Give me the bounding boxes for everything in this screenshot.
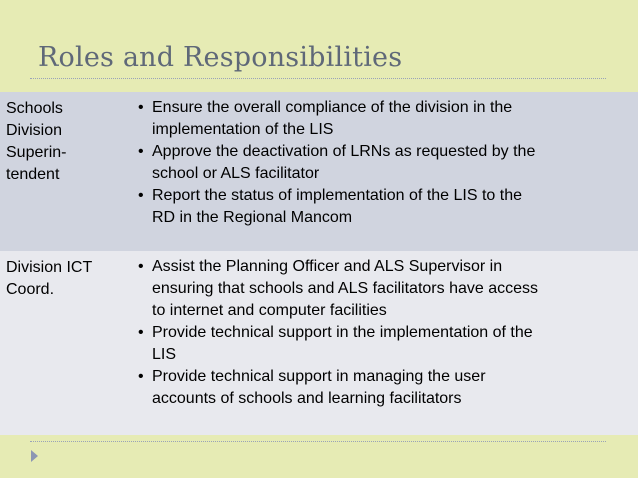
list-item (138, 322, 628, 366)
role-line: Schools (6, 100, 63, 117)
item-line: Approve the deactivation of LRNs as requested by the (152, 143, 536, 160)
role-line: Division ICT (6, 259, 93, 276)
table-row (0, 92, 638, 251)
responsibilities-list (138, 251, 628, 410)
responsibilities-list (138, 92, 628, 229)
play-arrow-icon (31, 450, 38, 462)
bullet-icon: • (138, 368, 144, 385)
role-line: tendent (6, 166, 60, 183)
list-item (138, 185, 628, 229)
slide-title: Roles and Responsibilities (38, 42, 403, 73)
item-line: RD in the Regional Mancom (152, 209, 353, 226)
item-line: Report the status of implementation of the LIS to the (152, 187, 522, 204)
bullet-icon: • (138, 187, 144, 204)
list-item (138, 256, 628, 322)
role-cell (0, 251, 116, 435)
role-cell (0, 92, 116, 251)
roles-table (0, 92, 638, 435)
item-line: school or ALS facilitator (152, 165, 320, 182)
item-line: to internet and computer facilities (152, 302, 387, 319)
list-item (138, 97, 628, 141)
role-line: Coord. (6, 281, 55, 298)
item-line: Provide technical support in the implementation of the (152, 324, 533, 341)
bullet-icon: • (138, 258, 144, 275)
item-line: accounts of schools and learning facilitators (152, 390, 462, 407)
list-item (138, 141, 628, 185)
item-line: Provide technical support in managing the user (152, 368, 486, 385)
bullet-icon: • (138, 143, 144, 160)
role-line: Superin- (6, 144, 67, 161)
title-divider (30, 78, 606, 79)
item-line: Ensure the overall compliance of the division in the (152, 99, 513, 116)
table-row (0, 251, 638, 435)
role-line: Division (6, 122, 63, 139)
bullet-icon: • (138, 324, 144, 341)
item-line: implementation of the LIS (152, 121, 334, 138)
item-line: ensuring that schools and ALS facilitators have access (152, 280, 538, 297)
list-item (138, 366, 628, 410)
footer-divider (30, 441, 606, 442)
item-line: Assist the Planning Officer and ALS Supervisor in (152, 258, 503, 275)
bullet-icon: • (138, 99, 144, 116)
item-line: LIS (152, 346, 177, 363)
